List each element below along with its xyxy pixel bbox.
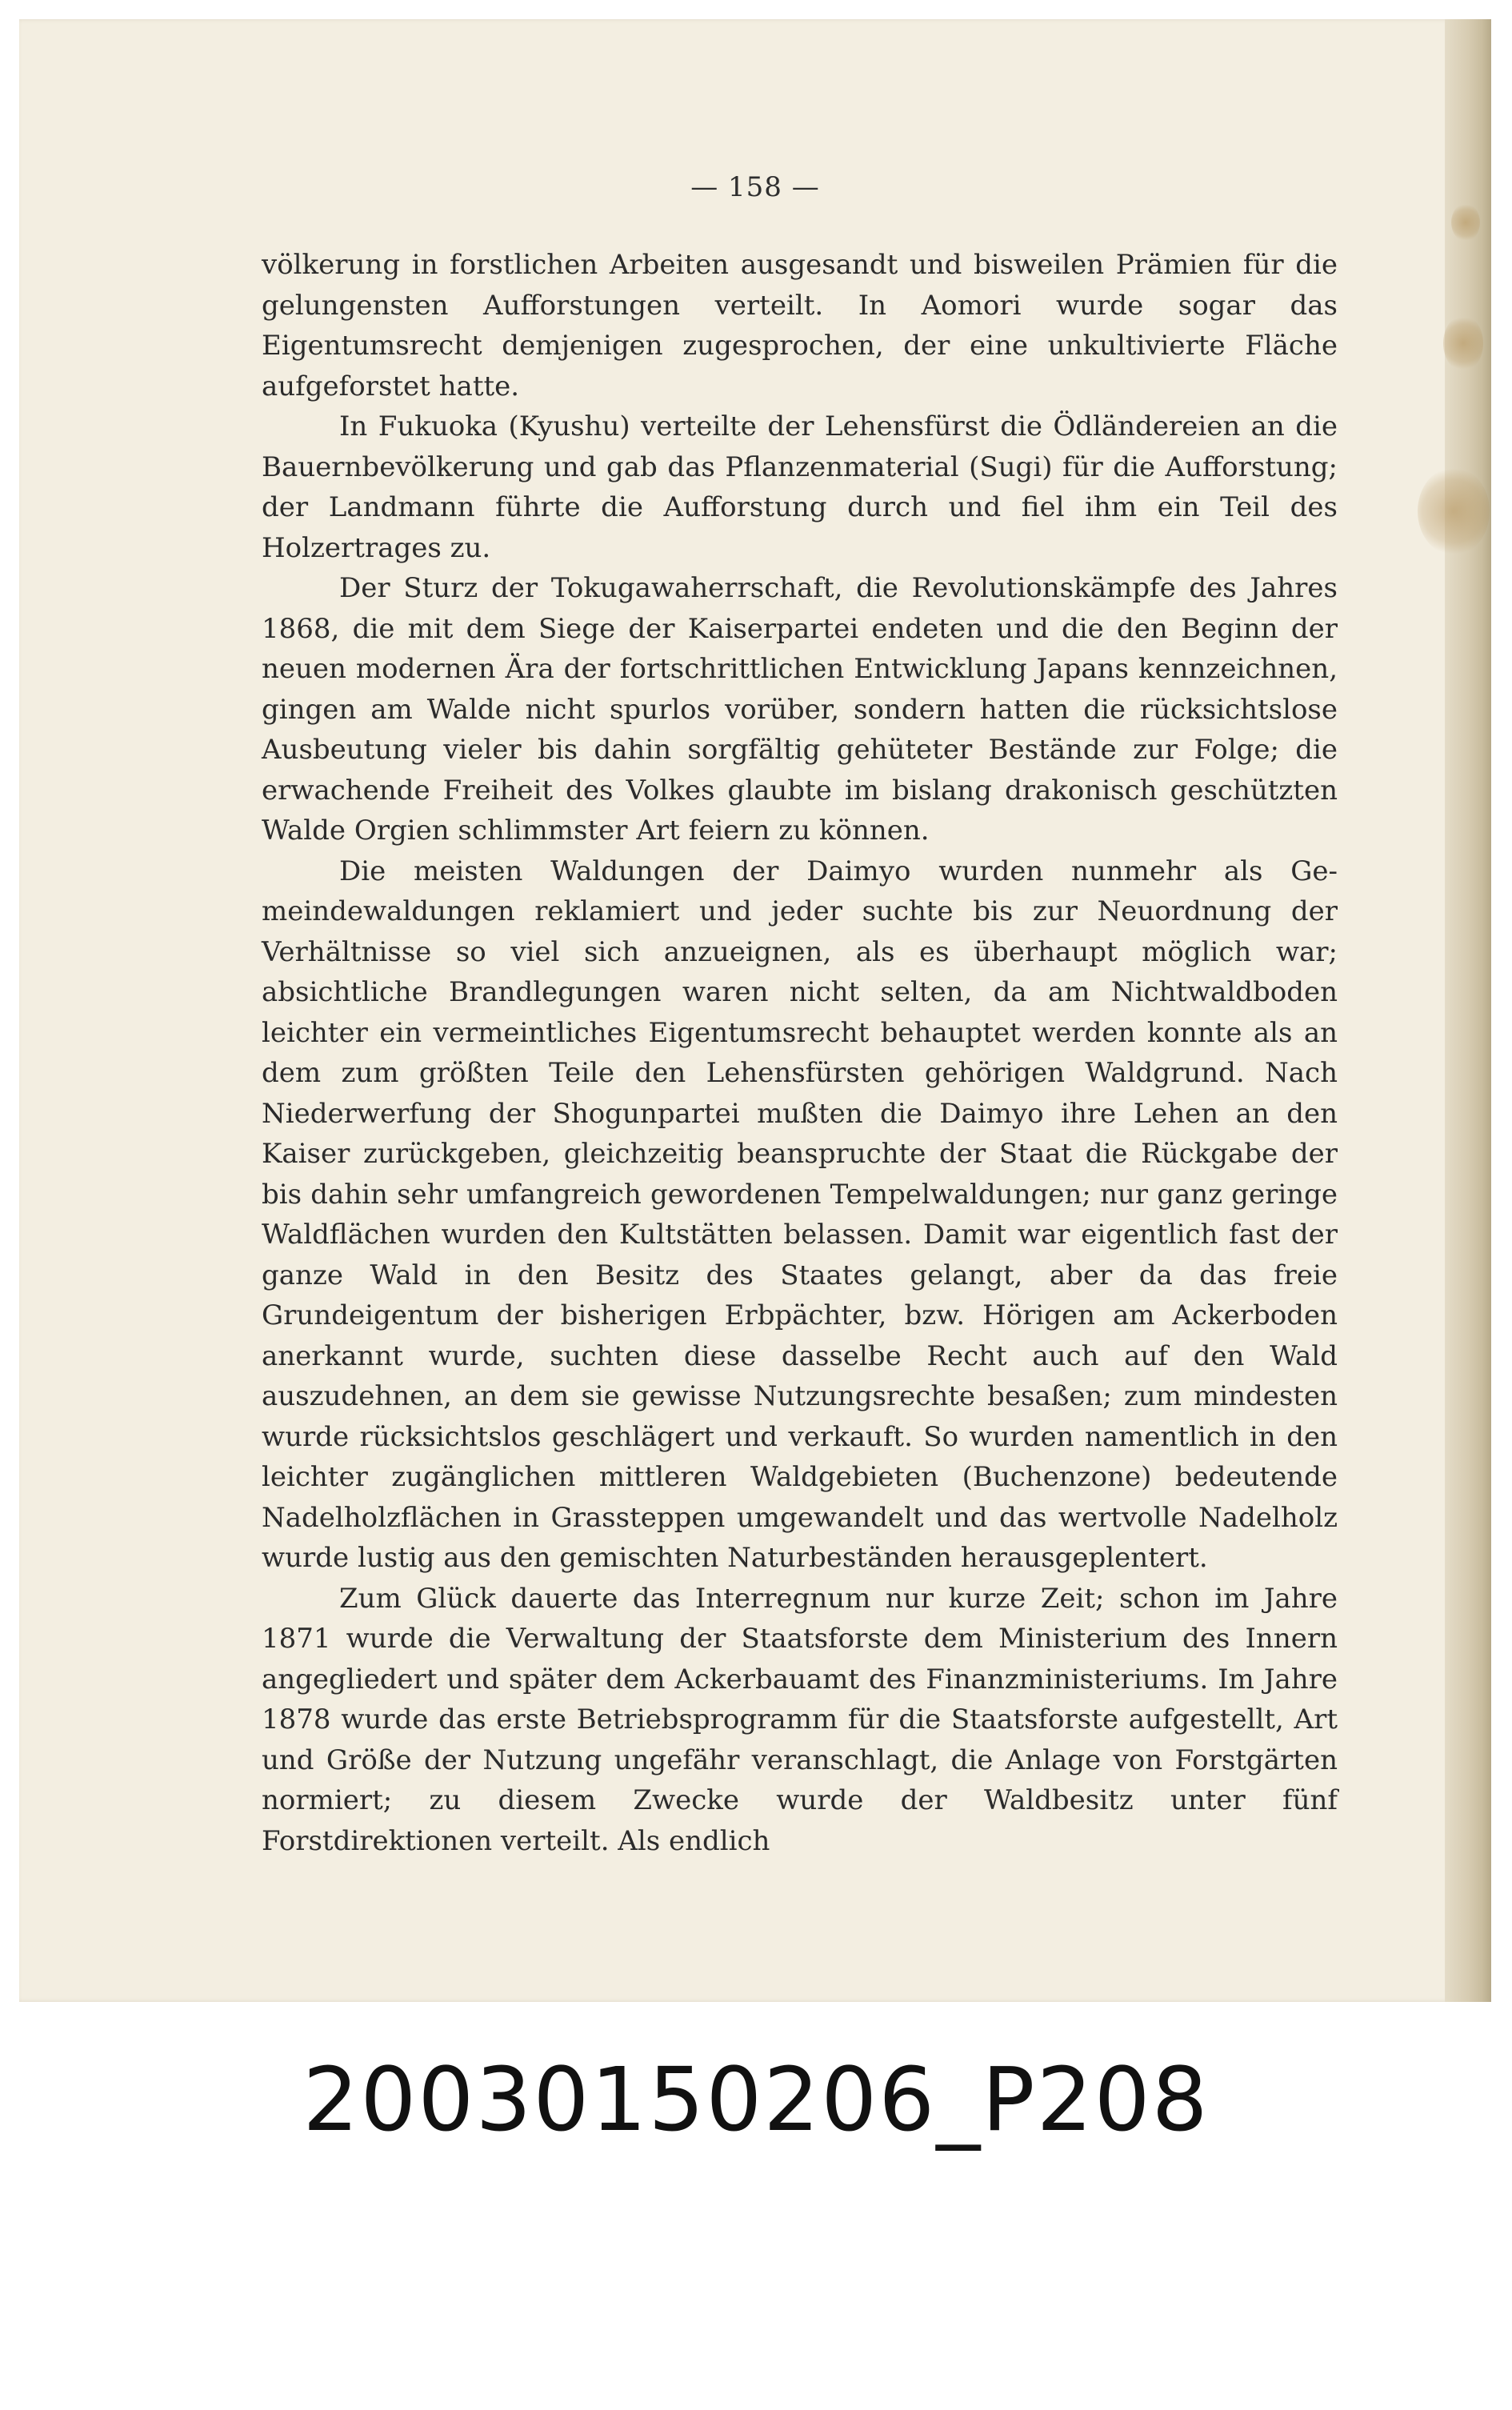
book-page [19, 19, 1491, 2002]
image-identifier-caption: 20030150206_P208 [302, 2048, 1210, 2151]
body-text [262, 245, 1338, 1861]
paragraph: Der Sturz der Tokugawaherrschaft, die Revolutionskämpfe des Jahres 1868, die mit dem Siege der Kaiserpartei endeten und die den Beginn der neuen modernen Ära der fortschrittlichen Entwicklung Japans kennzeichnen, gingen am Walde nicht spurlos vorüber, sondern hatten die rücksichtslose Ausbeutung vieler bis dahin sorgfältig gehüteter Bestände zur Folge; die erwachende Freiheit des Volkes glaubte im bislang drakonisch geschützten Walde Orgien schlimmster Art feiern zu können. [262, 572, 1338, 847]
scanned-page-image [11, 0, 1512, 2020]
paragraph: Zum Glück dauerte das Interregnum nur kurze Zeit; schon im Jahre 1871 wurde die Verwaltung der Staatsforste dem Ministerium des Innern angegliedert und später dem Ackerbauamt des Finanzministeriums. Im Jahre 1878 wurde das erste Betriebsprogramm für die Staatsforste aufgestellt, Art und Größe der Nutzung ungefähr veranschlagt, die Anlage von Forstgärten normiert; zu diesem Zwecke wurde der Waldbesitz unter fünf Forstdirektionen verteilt. Als endlich [262, 1582, 1338, 1857]
water-stain [1418, 467, 1490, 555]
paragraph: völkerung in forstlichen Arbeiten ausgesandt und bisweilen Prämien für die gelungensten Aufforstungen verteilt. In Aomori wurde sogar das Eigentumsrecht demjenigen zugesprochen, der eine unkultivierte Fläche aufgeforstet hatte. [262, 249, 1338, 402]
paragraph: In Fukuoka (Kyushu) verteilte der Lehensfürst die Ödländereien an die Bauernbevölkerung und gab das Pflanzenmaterial (Sugi) für die Aufforstung; der Landmann führte die Aufforstung durch und fiel ihm ein Teil des Holzertrages zu. [262, 410, 1338, 564]
paragraph: Die meisten Waldungen der Daimyo wurden nunmehr als Gemeindewaldungen reklamiert und jeder suchte bis zur Neuordnung der Verhältnisse so viel sich anzueignen, als es überhaupt möglich war; absichtliche Brandlegungen waren nicht selten, da am Nichtwaldboden leichter ein vermeintliches Eigentumsrecht behauptet werden konnte als an dem zum größten Teile den Lehensfürsten gehörigen Waldgrund. Nach Niederwerfung der Shogunpartei mußten die Daimyo ihre Lehen an den Kaiser zurückgeben, gleichzeitig beanspruchte der Staat die Rückgabe der bis dahin sehr umfangreich gewordenen Tempelwaldungen; nur ganz geringe Waldflächen wurden den Kultstätten belassen. Damit war eigentlich fast der ganze Wald in den Besitz des Staates gelangt, aber da das freie Grundeigentum der bisherigen Erbpächter, bzw. Hörigen am Ackerboden anerkannt wurde, suchten diese dasselbe Recht auch auf den Wald auszudehnen, an dem sie gewisse Nutzungsrechte besaßen; zum mindesten wurde rücksichtslos geschlägert und verkauft. So wurden namentlich in den leichter zugänglichen mittleren Waldgebieten (Buchenzone) bedeutende Nadelholzflächen in Grassteppen umgewandelt und das wertvolle Nadelholz wurde lustig aus den gemischten Naturbeständen herausgeplentert. [262, 855, 1338, 1574]
page-number: — 158 — [690, 171, 820, 203]
water-stain [1451, 203, 1480, 242]
water-stain [1443, 315, 1483, 371]
